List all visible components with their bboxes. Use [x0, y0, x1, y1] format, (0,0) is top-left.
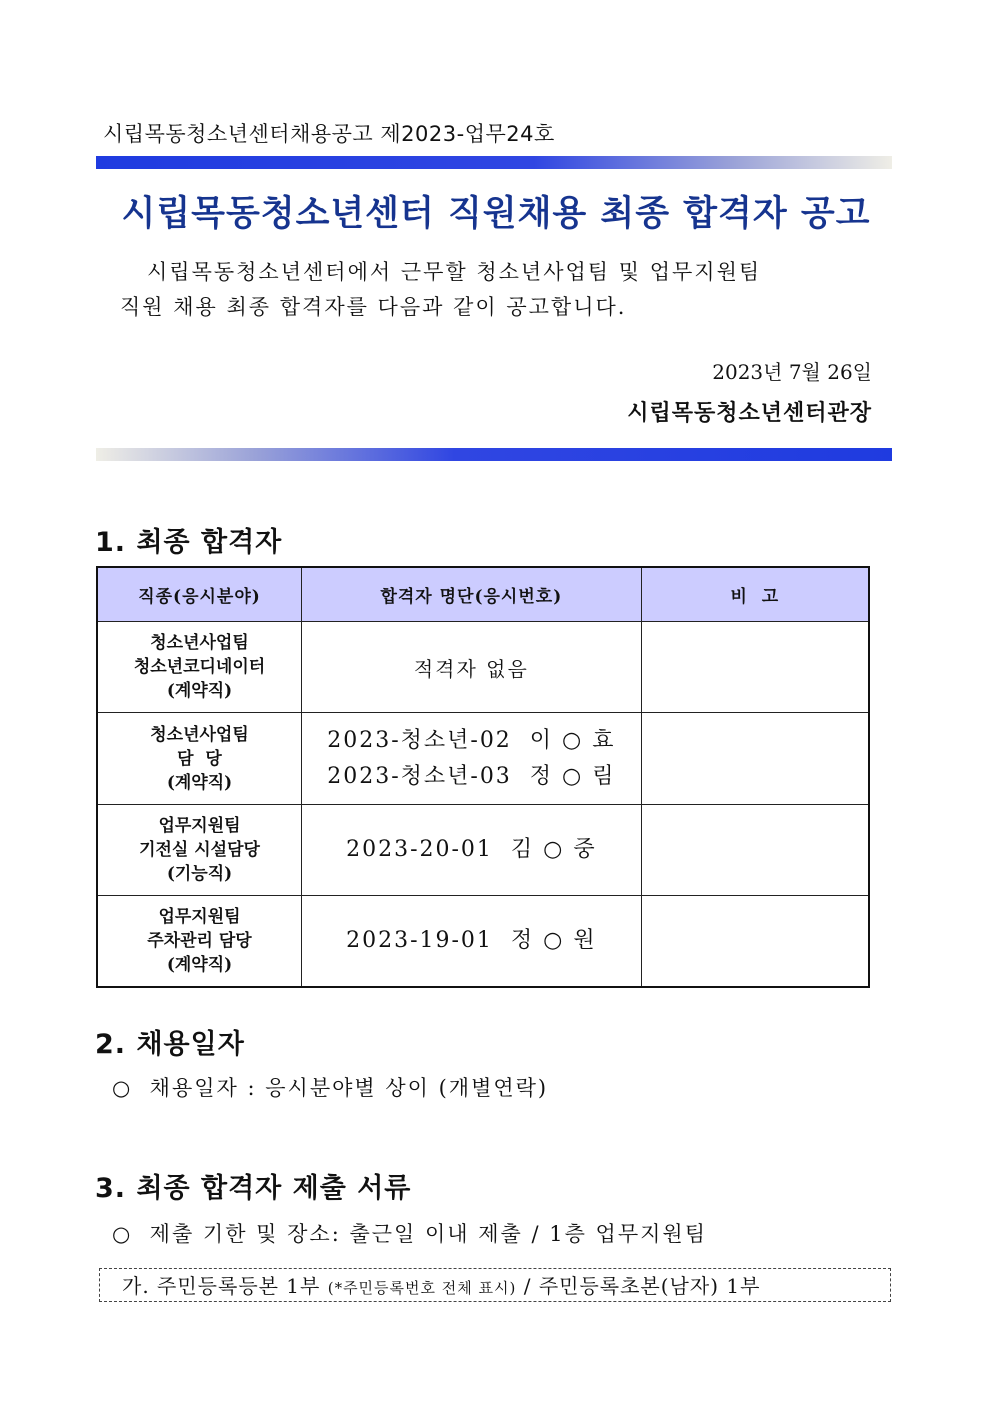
- names-cell: [302, 896, 642, 987]
- footer-divider-bar: [96, 448, 892, 461]
- candidate-entry: 2023-20-01 김 ○ 중: [346, 837, 597, 862]
- signer: 시립목동청소년센터관장: [627, 400, 872, 426]
- column-header-job: 직종(응시분야): [97, 567, 302, 622]
- job-role: 청소년코디네이터: [133, 657, 266, 677]
- note-cell: [641, 896, 869, 987]
- job-cell: [97, 896, 302, 987]
- note-cell: [641, 622, 869, 713]
- job-type: (계약직): [166, 954, 233, 975]
- header-divider-bar: [96, 156, 892, 169]
- table-row: [97, 896, 869, 987]
- doc-item-a: 가. 주민등록등본 1부: [122, 1274, 321, 1298]
- candidate-entry: 2023-청소년-03 정 ○ 림: [327, 763, 616, 789]
- doc-item-b: / 주민등록초본(남자) 1부: [523, 1274, 761, 1298]
- job-cell: [97, 805, 302, 896]
- names-cell: [302, 713, 642, 805]
- intro-line-1: 시립목동청소년센터에서 근무할 청소년사업팀 및 업무지원팀: [147, 260, 762, 284]
- job-type: (계약직): [166, 681, 233, 701]
- document-list-box: [99, 1268, 891, 1302]
- candidate-entry: 2023-19-01 정 ○ 원: [346, 927, 597, 953]
- intro-paragraph: [120, 255, 900, 325]
- note-cell: [641, 805, 869, 896]
- job-role: 기전실 시설담당: [139, 840, 260, 860]
- table-header-row: [97, 567, 869, 622]
- job-team: 청소년사업팀: [150, 633, 249, 653]
- column-header-names: 합격자 명단(응시번호): [302, 567, 642, 622]
- table-row: [97, 805, 869, 896]
- notice-number: 시립목동청소년센터채용공고 제2023-업무24호: [103, 122, 555, 146]
- names-cell: [302, 805, 642, 896]
- column-header-note: 비 고: [641, 567, 869, 622]
- candidate-entry: 2023-청소년-02 이 ○ 효: [327, 727, 616, 753]
- table-row: [97, 622, 869, 713]
- names-cell: [302, 622, 642, 713]
- job-team: 업무지원팀: [158, 906, 241, 927]
- notice-date: 2023년 7월 26일: [712, 360, 872, 384]
- result-table: [96, 566, 870, 988]
- candidate-entry: 적격자 없음: [413, 656, 529, 681]
- submission-bullet: ○ 제출 기한 및 장소: 출근일 이내 제출 / 1층 업무지원팀: [112, 1222, 707, 1246]
- job-team: 업무지원팀: [158, 816, 241, 836]
- job-cell: [97, 713, 302, 805]
- job-type: (계약직): [166, 772, 233, 793]
- job-role: 주차관리 담당: [147, 930, 252, 951]
- intro-line-2: 직원 채용 최종 합격자를 다음과 같이 공고합니다.: [120, 295, 627, 319]
- job-cell: [97, 622, 302, 713]
- job-role: 담 당: [177, 748, 222, 769]
- section-heading-1: 1. 최종 합격자: [95, 527, 283, 558]
- section-heading-2: 2. 채용일자: [95, 1029, 245, 1060]
- job-type: (기능직): [166, 864, 233, 884]
- page-title: 시립목동청소년센터 직원채용 최종 합격자 공고: [121, 194, 871, 234]
- job-team: 청소년사업팀: [150, 724, 249, 745]
- table-row: [97, 713, 869, 805]
- note-cell: [641, 713, 869, 805]
- doc-item-a-note: (*주민등록번호 전체 표시): [327, 1279, 517, 1297]
- hire-date-bullet: ○ 채용일자 : 응시분야별 상이 (개별연락): [112, 1076, 549, 1100]
- section-heading-3: 3. 최종 합격자 제출 서류: [95, 1173, 412, 1204]
